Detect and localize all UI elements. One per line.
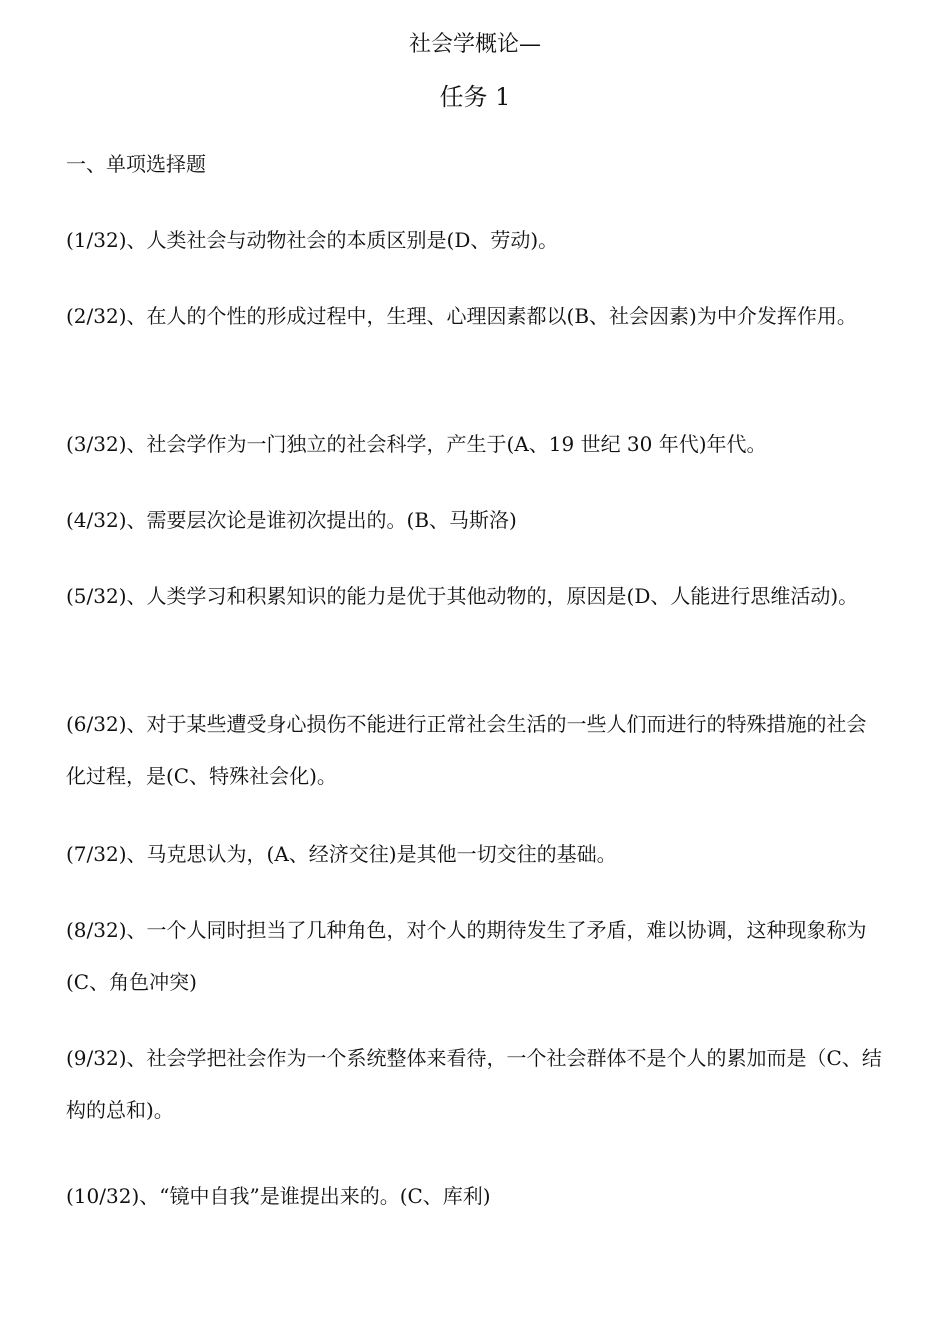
question-8: (8/32)、一个人同时担当了几种角色，对个人的期待发生了矛盾，难以协调，这种现象称为(C、角色冲突) xyxy=(66,918,867,994)
document-subtitle: 任务 1 xyxy=(439,83,511,111)
question-10: (10/32)、“镜中自我”是谁提出来的。(C、库利) xyxy=(66,1184,491,1208)
question-1: (1/32)、人类社会与动物社会的本质区别是(D、劳动)。 xyxy=(66,228,559,252)
section-heading: 一、单项选择题 xyxy=(66,152,206,176)
question-3: (3/32)、社会学作为一门独立的社会科学，产生于(A、19 世纪 30 年代)年代。 xyxy=(66,432,767,456)
question-2: (2/32)、在人的个性的形成过程中，生理、心理因素都以(B、社会因素)为中介发挥作用。 xyxy=(66,304,857,328)
question-6: (6/32)、对于某些遭受身心损伤不能进行正常社会生活的一些人们而进行的特殊措施的社会化过程，是(C、特殊社会化)。 xyxy=(66,712,867,788)
question-4: (4/32)、需要层次论是谁初次提出的。(B、马斯洛) xyxy=(66,508,517,532)
question-7: (7/32)、马克思认为，(A、经济交往)是其他一切交往的基础。 xyxy=(66,842,617,866)
document-title: 社会学概论— xyxy=(408,32,541,57)
question-9: (9/32)、社会学把社会作为一个系统整体来看待，一个社会群体不是个人的累加而是（C、结构的总和)。 xyxy=(66,1046,882,1122)
question-5: (5/32)、人类学习和积累知识的能力是优于其他动物的，原因是(D、人能进行思维活动)。 xyxy=(66,584,859,608)
